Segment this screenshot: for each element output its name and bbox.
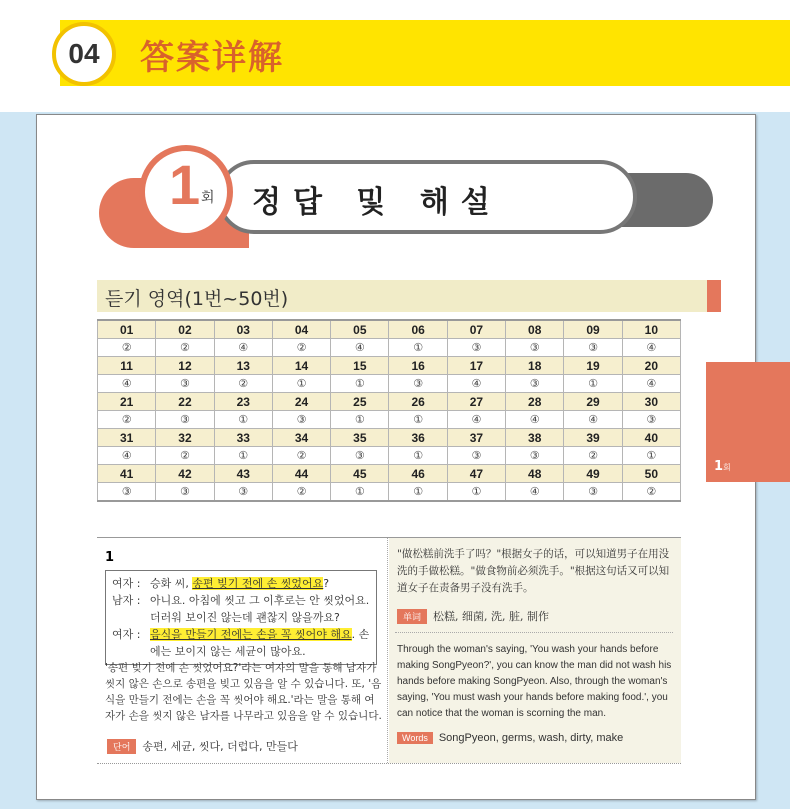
question-number-cell: 27	[447, 393, 505, 411]
translation-column	[389, 538, 681, 763]
dialog-box	[105, 570, 377, 665]
question-number-cell: 02	[156, 320, 214, 339]
question-number-cell: 50	[622, 465, 680, 483]
question-number-cell: 43	[214, 465, 272, 483]
answer-cell: ②	[564, 447, 622, 465]
answer-cell: ②	[214, 375, 272, 393]
answer-cell: ①	[214, 447, 272, 465]
chinese-vocab-list: 松糕, 细菌, 洗, 脏, 制作	[433, 610, 549, 623]
question-number-cell: 34	[272, 429, 330, 447]
question-number-cell: 45	[331, 465, 389, 483]
explanation-area	[97, 537, 681, 764]
dialog-text-pre: 승화 씨,	[150, 577, 193, 590]
answer-cell: ④	[506, 483, 564, 502]
answer-cell: ④	[98, 375, 156, 393]
question-number-cell: 39	[564, 429, 622, 447]
question-number-cell: 23	[214, 393, 272, 411]
question-number-row	[98, 429, 681, 447]
answer-cell: ③	[98, 483, 156, 502]
english-vocab-list: SongPyeon, germs, wash, dirty, make	[438, 732, 624, 744]
answer-cell: ③	[156, 483, 214, 502]
answer-cell: ④	[447, 375, 505, 393]
answer-cell: ④	[98, 447, 156, 465]
answer-cell: ③	[506, 339, 564, 357]
divider	[395, 632, 673, 633]
answer-cell: ③	[214, 483, 272, 502]
question-number-cell: 30	[622, 393, 680, 411]
speaker-label: 남자 :	[112, 594, 141, 607]
answer-cell: ③	[564, 339, 622, 357]
question-number-cell: 46	[389, 465, 447, 483]
answer-cell: ④	[447, 411, 505, 429]
question-number-row	[98, 393, 681, 411]
chapter-number-badge	[52, 22, 116, 86]
question-number-cell: 06	[389, 320, 447, 339]
question-number-cell: 12	[156, 357, 214, 375]
answer-row	[98, 483, 681, 502]
question-number: 1	[105, 550, 115, 565]
answer-cell: ②	[98, 339, 156, 357]
answer-cell: ④	[622, 375, 680, 393]
question-number-cell: 29	[564, 393, 622, 411]
question-number-cell: 20	[622, 357, 680, 375]
question-number-cell: 24	[272, 393, 330, 411]
answer-cell: ③	[331, 447, 389, 465]
dialog-line	[112, 592, 370, 626]
question-number-cell: 14	[272, 357, 330, 375]
question-number-cell: 18	[506, 357, 564, 375]
answer-cell: ④	[214, 339, 272, 357]
answer-row	[98, 447, 681, 465]
speaker-label: 여자 :	[112, 577, 141, 590]
header-title: 答案详解	[140, 38, 284, 78]
section-accent	[707, 280, 721, 312]
answer-cell: ②	[272, 447, 330, 465]
question-number-cell: 42	[156, 465, 214, 483]
answer-cell: ③	[622, 411, 680, 429]
dialog-line	[112, 626, 370, 660]
answer-cell: ①	[331, 483, 389, 502]
question-number-cell: 47	[447, 465, 505, 483]
answer-cell: ②	[98, 411, 156, 429]
question-number-cell: 40	[622, 429, 680, 447]
answer-cell: ①	[564, 375, 622, 393]
question-number-cell: 08	[506, 320, 564, 339]
question-number-cell: 19	[564, 357, 622, 375]
dialog-text-post: ?	[323, 577, 330, 590]
answer-cell: ④	[564, 411, 622, 429]
vocab-list: 송편, 세균, 씻다, 더럽다, 만들다	[142, 740, 298, 753]
answer-cell: ②	[622, 483, 680, 502]
question-number-row	[98, 357, 681, 375]
vocab-label: 단어	[107, 739, 136, 754]
answer-cell: ①	[272, 375, 330, 393]
dialog-text	[150, 626, 370, 660]
answer-cell: ③	[506, 375, 564, 393]
question-number-cell: 32	[156, 429, 214, 447]
dialog-highlight: 송편 빚기 전에 손 씻었어요	[192, 577, 324, 590]
answer-cell: ③	[389, 375, 447, 393]
answer-cell: ②	[272, 339, 330, 357]
english-vocab-label: Words	[397, 732, 433, 744]
question-number-cell: 07	[447, 320, 505, 339]
question-number-cell: 10	[622, 320, 680, 339]
question-number-row	[98, 320, 681, 339]
question-number-cell: 28	[506, 393, 564, 411]
answer-row	[98, 375, 681, 393]
dialog-text-post: . 손에는 보이지 않는 세균이 많아요.	[150, 628, 370, 658]
answer-table	[97, 319, 681, 502]
answer-cell: ②	[156, 447, 214, 465]
question-number-cell: 49	[564, 465, 622, 483]
answer-cell: ①	[447, 483, 505, 502]
question-number-cell: 13	[214, 357, 272, 375]
section-header	[97, 280, 721, 312]
page	[36, 114, 756, 800]
dialog-line	[112, 575, 370, 592]
question-number-cell: 15	[331, 357, 389, 375]
answer-cell: ④	[506, 411, 564, 429]
answer-cell: ①	[389, 339, 447, 357]
answer-cell: ③	[156, 411, 214, 429]
answer-cell: ③	[156, 375, 214, 393]
chapter-number: 04	[68, 38, 100, 69]
question-number-cell: 37	[447, 429, 505, 447]
answer-cell: ③	[564, 483, 622, 502]
question-number-cell: 44	[272, 465, 330, 483]
banner-title: 정답 및 해설	[252, 185, 502, 220]
answer-cell: ①	[389, 411, 447, 429]
answer-cell: ②	[272, 483, 330, 502]
round-suffix: 회	[201, 190, 215, 206]
answer-cell: ③	[506, 447, 564, 465]
answer-cell: ③	[272, 411, 330, 429]
question-number-cell: 17	[447, 357, 505, 375]
answer-row	[98, 339, 681, 357]
answer-cell: ③	[447, 339, 505, 357]
answer-cell: ①	[214, 411, 272, 429]
question-number-cell: 22	[156, 393, 214, 411]
dialog-text-pre: 아니요. 아침에 씻고 그 이후로는 안 씻었어요. 더러워 보이진 않는데 괜찮지 않을까요?	[150, 594, 370, 624]
korean-explanation	[97, 538, 388, 763]
side-tab-number: 1	[714, 459, 724, 474]
question-number-cell: 36	[389, 429, 447, 447]
answer-cell: ①	[389, 483, 447, 502]
dialog-text	[150, 592, 370, 626]
question-number-cell: 48	[506, 465, 564, 483]
question-number-cell: 04	[272, 320, 330, 339]
explanation-text: '송편 빚기 전에 손 씻었어요?'라는 여자의 말을 통해 남자가 씻지 않은 손으로 송편을 빚고 있음을 알 수 있습니다. 또, '음식을 만들기 전에는 손을 꼭 씻어야 해요.'라는 말을 통해 여자가 손을 씻지 않은 남자를 나무라고 있음을 알 수 있습니다.	[105, 662, 382, 722]
question-number-cell: 01	[98, 320, 156, 339]
answer-cell: ①	[622, 447, 680, 465]
question-number-cell: 35	[331, 429, 389, 447]
answer-cell: ③	[447, 447, 505, 465]
answer-cell: ①	[389, 447, 447, 465]
answer-cell: ①	[331, 375, 389, 393]
english-vocab-row	[397, 732, 623, 744]
question-number-cell: 16	[389, 357, 447, 375]
question-number-cell: 26	[389, 393, 447, 411]
chinese-vocab-row	[397, 608, 549, 624]
question-number-cell: 05	[331, 320, 389, 339]
dialog-highlight: 음식을 만들기 전에는 손을 꼭 씻어야 해요	[150, 628, 352, 641]
question-number-cell: 09	[564, 320, 622, 339]
question-number-cell: 21	[98, 393, 156, 411]
answer-cell: ②	[156, 339, 214, 357]
answer-cell: ④	[622, 339, 680, 357]
question-number-cell: 38	[506, 429, 564, 447]
question-number-cell: 03	[214, 320, 272, 339]
question-number-cell: 31	[98, 429, 156, 447]
question-number-cell: 25	[331, 393, 389, 411]
answer-row	[98, 411, 681, 429]
round-number: 1	[169, 153, 201, 216]
question-number-row	[98, 465, 681, 483]
speaker-label: 여자 :	[112, 628, 141, 641]
side-tab-suffix: 회	[723, 463, 731, 472]
answer-cell: ④	[331, 339, 389, 357]
vocab-row	[107, 738, 298, 754]
dialog-text	[150, 575, 329, 592]
side-tab	[706, 362, 790, 482]
chinese-explanation: "做松糕前洗手了吗？"根据女子的话，可以知道男子在用没洗的手做松糕。"做食物前必须洗手。"根据这句话又可以知道女子在责备男子没有洗手。	[397, 548, 670, 594]
chinese-vocab-label: 单词	[397, 609, 427, 624]
question-number-cell: 33	[214, 429, 272, 447]
english-explanation: Through the woman's saying, 'You wash your hands before making SongPyeon?', you can know the man did not wash his hands before making SongPyeon. Also, through the woman's saying, 'You must wash your hands before making food.', you can notice that the woman is scorning the man.	[397, 644, 672, 719]
section-title: 듣기 영역(1번~50번)	[105, 288, 289, 310]
question-number-cell: 41	[98, 465, 156, 483]
question-number-cell: 11	[98, 357, 156, 375]
answer-cell: ①	[331, 411, 389, 429]
